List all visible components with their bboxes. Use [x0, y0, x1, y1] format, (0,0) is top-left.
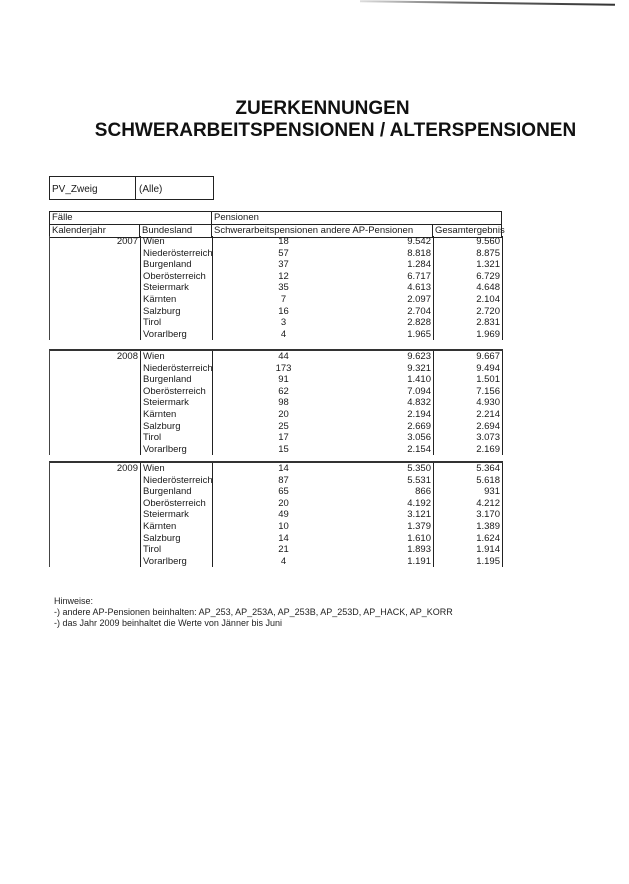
table-header: [49, 211, 505, 238]
cell-andere-ap: 8.818: [407, 247, 431, 259]
cell-year: [50, 282, 140, 294]
filter-value: (Alle): [139, 184, 163, 195]
cell-total: 1.969: [433, 329, 503, 341]
cell-year: [50, 386, 140, 398]
table-row: [50, 306, 503, 318]
cell-year: [50, 363, 140, 375]
table-row: [50, 486, 503, 498]
cell-andere-ap: 1.410: [407, 374, 431, 386]
cell-schwerarbeit: 17: [212, 432, 307, 444]
cell-state: Burgenland: [140, 486, 212, 498]
cell-state: Kärnten: [140, 409, 212, 421]
cell-total: 2.214: [433, 409, 503, 421]
cell-andere-ap: 1.965: [407, 328, 431, 340]
cell-schwerarbeit: 57: [212, 248, 307, 260]
cell-andere-ap: 9.623: [407, 351, 431, 362]
cell-total: 931: [433, 486, 503, 498]
cell-state: Oberösterreich: [140, 271, 212, 283]
cell-total: 2.694: [433, 421, 503, 433]
column-header-year: Kalenderjahr: [49, 225, 139, 237]
cell-total: 4.930: [433, 397, 503, 409]
cell-state: Tirol: [140, 432, 212, 444]
cell-total: 4.648: [433, 282, 503, 294]
cell-year: [50, 521, 140, 533]
table-row: [50, 282, 503, 294]
table-row: [50, 475, 503, 487]
document-subtitle: SCHWERARBEITSPENSIONEN / ALTERSPENSIONEN: [94, 120, 577, 141]
table-row: [50, 271, 503, 283]
table-row: [50, 397, 503, 409]
cell-schwerarbeit: 37: [212, 259, 307, 271]
filter-label: PV_Zweig: [50, 177, 136, 199]
page-filter: [49, 176, 214, 200]
cell-schwerarbeit: 4: [212, 329, 307, 341]
cell-state: Vorarlberg: [140, 556, 212, 568]
cell-schwerarbeit: 35: [212, 282, 307, 294]
cell-andere-ap: 7.094: [407, 385, 431, 397]
cell-year: [50, 317, 140, 329]
cell-andere-ap: 4.192: [407, 497, 431, 509]
cell-schwerarbeit: 65: [212, 486, 307, 498]
cell-schwerarbeit: 25: [212, 421, 307, 433]
table-row: [50, 351, 503, 363]
cell-state: Salzburg: [140, 421, 212, 433]
cell-year: [50, 498, 140, 510]
cell-state: Steiermark: [140, 509, 212, 521]
cell-year: [50, 329, 140, 341]
cell-state: Tirol: [140, 544, 212, 556]
cell-total: 2.831: [433, 317, 503, 329]
cell-state: Kärnten: [140, 521, 212, 533]
table-row: [50, 444, 503, 456]
cell-year: 2009: [116, 463, 138, 474]
cell-schwerarbeit: 44: [212, 351, 307, 363]
cell-total: 9.667: [433, 351, 503, 363]
table-row: [50, 363, 503, 375]
row-field-label: Fälle: [49, 212, 211, 224]
cell-state: Steiermark: [140, 282, 212, 294]
cell-year: [50, 409, 140, 421]
cell-year: [50, 544, 140, 556]
cell-total: 5.364: [433, 463, 503, 475]
cell-andere-ap: 4.613: [407, 282, 431, 294]
cell-total: 1.389: [433, 521, 503, 533]
cell-schwerarbeit: 173: [212, 363, 307, 375]
table-row: [50, 521, 503, 533]
cell-year: [50, 432, 140, 444]
cell-total: 1.914: [433, 544, 503, 556]
document-title: ZUERKENNUNGEN: [235, 98, 410, 119]
cell-andere-ap: 2.669: [407, 420, 431, 432]
scan-artifact-line: [360, 0, 615, 6]
cell-total: 3.073: [433, 432, 503, 444]
cell-andere-ap: 4.832: [407, 397, 431, 409]
cell-state: Oberösterreich: [140, 498, 212, 510]
year-block-2008: [49, 349, 503, 455]
cell-andere-ap: 2.704: [407, 305, 431, 317]
cell-schwerarbeit: 12: [212, 271, 307, 283]
cell-schwerarbeit: 49: [212, 509, 307, 521]
cell-andere-ap: 1.284: [407, 259, 431, 271]
cell-andere-ap: 5.531: [407, 474, 431, 486]
cell-total: 1.501: [433, 374, 503, 386]
cell-schwerarbeit: 14: [212, 463, 307, 475]
cell-schwerarbeit: 87: [212, 475, 307, 487]
cell-total: 2.169: [433, 444, 503, 456]
cell-year: [50, 397, 140, 409]
cell-year: 2007: [116, 236, 138, 247]
table-row: [50, 544, 503, 556]
table-row: [50, 533, 503, 545]
cell-state: Vorarlberg: [140, 444, 212, 456]
table-row: [50, 374, 503, 386]
cell-total: 1.321: [433, 259, 503, 271]
cell-andere-ap: 866: [415, 486, 431, 498]
table-row: [50, 463, 503, 475]
cell-total: 7.156: [433, 386, 503, 398]
cell-state: Niederösterreich: [140, 363, 212, 375]
table-row: [50, 409, 503, 421]
cell-state: Salzburg: [140, 533, 212, 545]
table-row: [50, 317, 503, 329]
table-row: [50, 236, 503, 248]
cell-state: Tirol: [140, 317, 212, 329]
cell-year: [50, 271, 140, 283]
cell-schwerarbeit: 20: [212, 498, 307, 510]
cell-total: 6.729: [433, 271, 503, 283]
cell-andere-ap: 2.194: [407, 408, 431, 420]
cell-total: 8.875: [433, 248, 503, 260]
cell-andere-ap: 3.121: [407, 509, 431, 521]
cell-state: Niederösterreich: [140, 475, 212, 487]
cell-state: Wien: [140, 351, 212, 363]
cell-total: 1.195: [433, 556, 503, 568]
cell-year: [50, 475, 140, 487]
cell-state: Burgenland: [140, 259, 212, 271]
table-row: [50, 259, 503, 271]
cell-schwerarbeit: 4: [212, 556, 307, 568]
table-row: [50, 386, 503, 398]
column-header-pension-types: Schwerarbeitspensionen andere AP-Pensionen: [211, 225, 432, 237]
cell-state: Vorarlberg: [140, 329, 212, 341]
cell-total: 2.104: [433, 294, 503, 306]
table-row: [50, 421, 503, 433]
cell-schwerarbeit: 10: [212, 521, 307, 533]
cell-schwerarbeit: 16: [212, 306, 307, 318]
column-header-total: Gesamtergebnis: [432, 225, 502, 237]
cell-total: 3.170: [433, 509, 503, 521]
cell-schwerarbeit: 62: [212, 386, 307, 398]
cell-schwerarbeit: 15: [212, 444, 307, 456]
notes-section: [54, 596, 453, 629]
cell-andere-ap: 2.154: [407, 443, 431, 455]
cell-year: [50, 509, 140, 521]
cell-year: [50, 421, 140, 433]
table-row: [50, 509, 503, 521]
cell-schwerarbeit: 7: [212, 294, 307, 306]
cell-schwerarbeit: 91: [212, 374, 307, 386]
notes-line: -) das Jahr 2009 beinhaltet die Werte von Jänner bis Juni: [54, 618, 282, 628]
cell-year: [50, 486, 140, 498]
cell-year: [50, 248, 140, 260]
cell-year: [50, 294, 140, 306]
notes-line: -) andere AP-Pensionen beinhalten: AP_253, AP_253A, AP_253B, AP_253D, AP_HACK, AP_KORR: [54, 607, 453, 617]
cell-year: 2008: [116, 351, 138, 362]
cell-total: 5.618: [433, 475, 503, 487]
table-row: [50, 248, 503, 260]
column-group-label: Pensionen: [211, 212, 502, 224]
cell-andere-ap: 6.717: [407, 270, 431, 282]
cell-state: Salzburg: [140, 306, 212, 318]
table-row: [50, 294, 503, 306]
year-block-2007: [49, 236, 503, 340]
cell-total: 9.560: [433, 236, 503, 248]
cell-state: Steiermark: [140, 397, 212, 409]
cell-andere-ap: 9.321: [407, 362, 431, 374]
cell-total: 1.624: [433, 533, 503, 545]
cell-andere-ap: 9.542: [407, 236, 431, 247]
cell-total: 9.494: [433, 363, 503, 375]
cell-andere-ap: 1.893: [407, 544, 431, 556]
cell-total: 4.212: [433, 498, 503, 510]
cell-schwerarbeit: 20: [212, 409, 307, 421]
cell-andere-ap: 2.828: [407, 317, 431, 329]
cell-schwerarbeit: 98: [212, 397, 307, 409]
cell-schwerarbeit: 21: [212, 544, 307, 556]
cell-andere-ap: 2.097: [407, 293, 431, 305]
cell-state: Wien: [140, 463, 212, 475]
cell-year: [50, 556, 140, 568]
cell-schwerarbeit: 18: [212, 236, 307, 248]
year-block-2009: [49, 461, 503, 567]
cell-state: Kärnten: [140, 294, 212, 306]
table-row: [50, 329, 503, 341]
cell-total: 2.720: [433, 306, 503, 318]
table-row: [50, 432, 503, 444]
cell-state: Wien: [140, 236, 212, 248]
cell-state: Burgenland: [140, 374, 212, 386]
cell-andere-ap: 3.056: [407, 432, 431, 444]
notes-heading: Hinweise:: [54, 596, 94, 606]
cell-andere-ap: 1.191: [407, 555, 431, 567]
cell-andere-ap: 5.350: [407, 463, 431, 474]
cell-schwerarbeit: 14: [212, 533, 307, 545]
cell-year: [50, 444, 140, 456]
table-row: [50, 498, 503, 510]
cell-year: [50, 374, 140, 386]
cell-state: Niederösterreich: [140, 248, 212, 260]
cell-schwerarbeit: 3: [212, 317, 307, 329]
column-header-state: Bundesland: [139, 225, 211, 237]
table-row: [50, 556, 503, 568]
cell-year: [50, 306, 140, 318]
cell-andere-ap: 1.379: [407, 520, 431, 532]
cell-year: [50, 259, 140, 271]
cell-state: Oberösterreich: [140, 386, 212, 398]
cell-andere-ap: 1.610: [407, 532, 431, 544]
cell-year: [50, 533, 140, 545]
